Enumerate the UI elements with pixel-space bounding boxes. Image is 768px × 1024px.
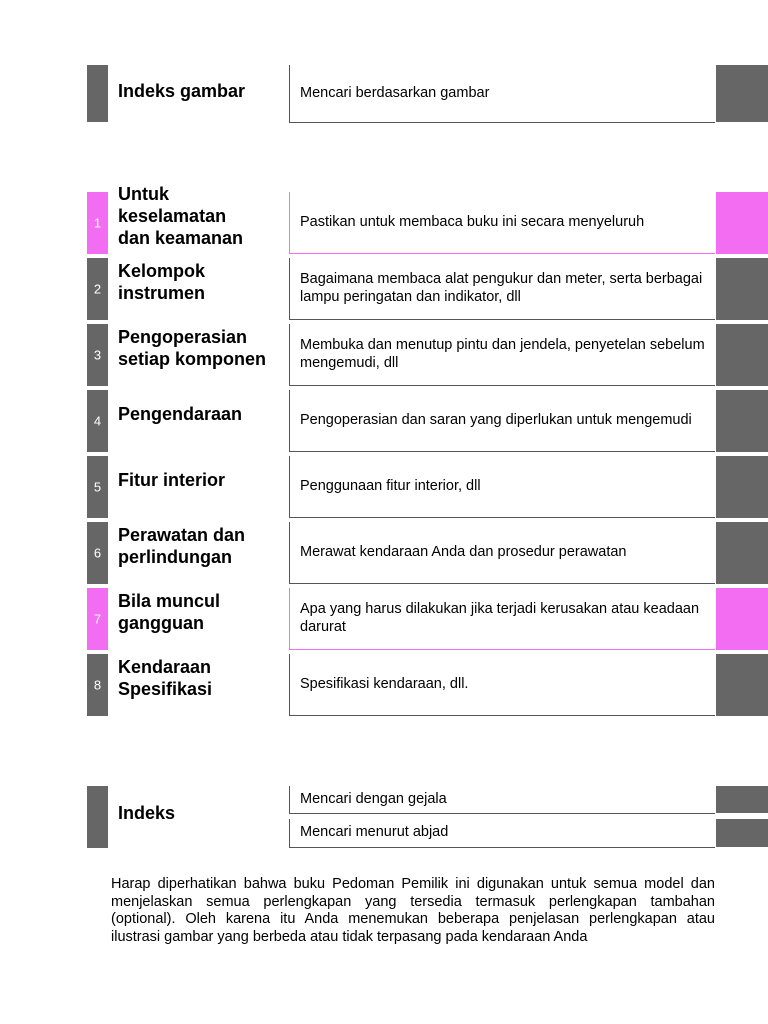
- chapter-number: 2: [93, 281, 102, 297]
- chapter-row[interactable]: [0, 184, 768, 254]
- chapter-title-text: Untuk keselamatan dan keamanan: [118, 184, 244, 248]
- chapter-title: [118, 522, 286, 570]
- chapter-thumb-tab[interactable]: [716, 324, 768, 386]
- chapter-thumb-tab[interactable]: [716, 258, 768, 320]
- chapter-description: [289, 192, 715, 254]
- chapter-title: [118, 324, 286, 372]
- index-by-symptom-thumb-tab[interactable]: [716, 786, 768, 813]
- chapter-number-tab: [87, 522, 108, 584]
- chapter-row[interactable]: [0, 588, 768, 650]
- chapter-title-text: Fitur interior: [118, 470, 225, 490]
- chapter-number: 6: [93, 545, 102, 561]
- chapter-thumb-tab[interactable]: [716, 456, 768, 518]
- chapter-description-text: Pastikan untuk membaca buku ini secara menyeluruh: [300, 213, 645, 230]
- chapter-number-tab: [87, 588, 108, 650]
- picture-index-description: Mencari berdasarkan gambar: [289, 65, 715, 123]
- picture-index-left-tab: [87, 65, 108, 122]
- picture-index-thumb-tab[interactable]: [716, 65, 768, 122]
- index-left-tab: [87, 786, 108, 848]
- chapter-title-text: Perawatan dan perlindungan: [118, 525, 246, 567]
- chapter-title-text: Pengendaraan: [118, 404, 243, 424]
- chapter-number-tab: [87, 390, 108, 452]
- chapter-title: [118, 390, 286, 438]
- chapter-number: 5: [93, 479, 102, 495]
- chapter-row[interactable]: [0, 522, 768, 584]
- index-by-symptom[interactable]: Mencari dengan gejala: [289, 786, 715, 814]
- chapter-title: [118, 184, 286, 248]
- chapter-row[interactable]: [0, 258, 768, 320]
- index-section: [0, 786, 768, 848]
- chapter-title-text: Kendaraan Spesifikasi: [118, 657, 213, 699]
- index-alphabetical[interactable]: Mencari menurut abjad: [289, 819, 715, 848]
- picture-index-section[interactable]: [0, 65, 768, 123]
- chapter-description-text: Membuka dan menutup pintu dan jendela, penyetelan sebelum mengemudi, dll: [300, 337, 705, 371]
- chapter-thumb-tab[interactable]: [716, 192, 768, 254]
- chapter-description-text: Pengoperasian dan saran yang diperlukan untuk mengemudi: [300, 411, 692, 428]
- chapter-row[interactable]: [0, 654, 768, 716]
- chapter-number-tab: [87, 456, 108, 518]
- chapter-description-text: Bagaimana membaca alat pengukur dan meter, serta berbagai lampu peringatan dan indikator, dll: [300, 271, 703, 305]
- chapter-description: [289, 390, 715, 452]
- index-title: Indeks: [118, 803, 176, 823]
- chapter-description-text: Apa yang harus dilakukan jika terjadi kerusakan atau keadaan darurat: [300, 601, 700, 635]
- chapter-thumb-tab[interactable]: [716, 522, 768, 584]
- chapter-row[interactable]: [0, 456, 768, 518]
- chapter-title-text: Bila muncul gangguan: [118, 591, 221, 633]
- chapter-number: 7: [93, 611, 102, 627]
- chapter-thumb-tab[interactable]: [716, 390, 768, 452]
- chapter-number-tab: [87, 258, 108, 320]
- index-alphabetical-thumb-tab[interactable]: [716, 819, 768, 847]
- chapter-description-text: Spesifikasi kendaraan, dll.: [300, 675, 469, 692]
- picture-index-title: Indeks gambar: [118, 81, 246, 101]
- chapter-number: 3: [93, 347, 102, 363]
- chapter-number: 4: [93, 413, 102, 429]
- chapter-description: [289, 324, 715, 386]
- chapter-title: [118, 456, 286, 504]
- chapter-title: [118, 258, 286, 306]
- chapter-title-text: Pengoperasian setiap komponen: [118, 327, 267, 369]
- chapter-description: [289, 258, 715, 320]
- chapter-row[interactable]: [0, 324, 768, 386]
- chapter-title-text: Kelompok instrumen: [118, 261, 206, 303]
- chapter-description: [289, 522, 715, 584]
- chapter-description: [289, 588, 715, 650]
- chapter-title: [118, 654, 286, 702]
- chapter-description-text: Merawat kendaraan Anda dan prosedur perawatan: [300, 543, 627, 560]
- chapter-description: [289, 654, 715, 716]
- chapter-number-tab: [87, 324, 108, 386]
- chapter-title: [118, 588, 286, 636]
- chapter-number-tab: [87, 192, 108, 254]
- chapter-description-text: Penggunaan fitur interior, dll: [300, 477, 481, 494]
- note-paragraph: Harap diperhatikan bahwa buku Pedoman Pemilik ini digunakan untuk semua model dan menjelaskan semua perlengkapan yang tersedia termasuk perlengkapan tambahan (optional). Oleh karena itu Anda menemukan beberapa penjelasan perlengkapan atau ilustrasi gambar yang berbeda atau tidak terpasang pada kendaraan Anda: [111, 876, 715, 945]
- chapter-number-tab: [87, 654, 108, 716]
- chapter-row[interactable]: [0, 390, 768, 452]
- chapter-number: 8: [93, 677, 102, 693]
- chapter-thumb-tab[interactable]: [716, 654, 768, 716]
- chapter-number: 1: [93, 215, 102, 231]
- chapter-thumb-tab[interactable]: [716, 588, 768, 650]
- chapter-description: [289, 456, 715, 518]
